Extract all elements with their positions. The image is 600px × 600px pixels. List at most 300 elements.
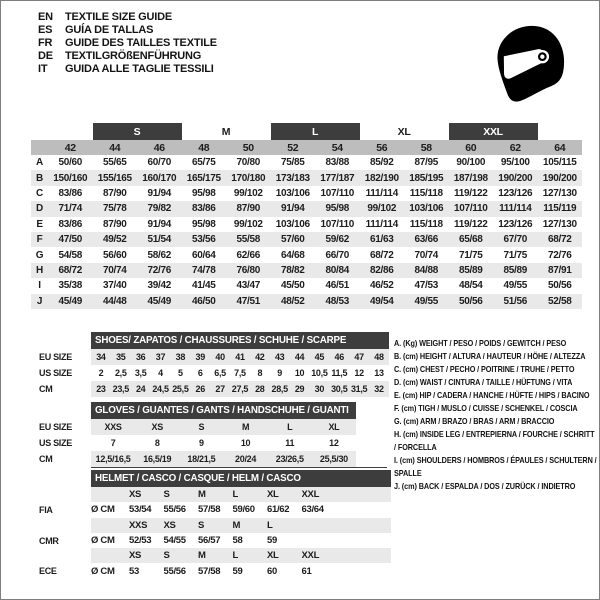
value-cell: 16,5/19 [135, 451, 179, 467]
measurement-cell: 68/72 [58, 264, 83, 276]
value-cell: 25,5/30 [312, 451, 356, 467]
measurement-cell: 49/55 [503, 280, 528, 292]
value-cell: L [233, 548, 268, 563]
value-cell: XL [312, 419, 356, 435]
measurement-cell: 83/86 [191, 203, 216, 215]
measurement-cell: 57/60 [281, 234, 305, 246]
shoes-table-body [39, 332, 389, 397]
legend-item: J. (cm) BACK / ESPALDA / DOS / ZURÜCK / INDIETRO [394, 481, 576, 491]
value-cell: 31,5 [349, 381, 369, 397]
measurement-row [31, 186, 582, 201]
measurement-cell: 111/114 [365, 218, 398, 230]
measurement-cell: 95/98 [191, 187, 216, 199]
standard-label: CMR [39, 535, 59, 546]
value-cell: 10 [294, 368, 305, 378]
filler-cell [336, 548, 391, 563]
measurement-cell: 72/76 [147, 264, 172, 276]
measurement-cell: 99/102 [233, 187, 263, 199]
legend-item: B. (cm) HEIGHT / ALTURA / HAUTEUR / HÖHE / ALTEZZA [394, 351, 586, 361]
legend-item: E. (cm) HIP / CADERA / HANCHE / HÜFTE / HIPS / BACINO [394, 390, 590, 400]
value-cell: 25,5 [170, 381, 190, 397]
measurement-cell: 68/72 [548, 234, 572, 246]
value-cell: L [268, 419, 312, 435]
size-number-cell: 52 [287, 141, 299, 154]
value-cell: 42 [250, 349, 270, 365]
measurement-cell: 87/90 [102, 218, 127, 230]
value-cell [302, 518, 337, 533]
shoes-table-row [39, 349, 389, 365]
gloves-table-row [39, 419, 356, 435]
unit-cell [91, 548, 129, 563]
measurement-cell: 39/42 [147, 280, 172, 292]
size-number-cell: 58 [420, 141, 432, 154]
value-cell: XXL [302, 487, 337, 502]
value-cell: 2 [98, 368, 104, 378]
measurement-row [31, 263, 582, 278]
value-cell: 10 [240, 438, 251, 448]
value-cell: 18/21,5 [179, 451, 223, 467]
measurement-cell: 47/50 [58, 234, 83, 246]
measurement-letter: B [36, 172, 43, 184]
value-cell: 39 [190, 349, 210, 365]
standard-label: FIA [39, 504, 53, 515]
value-cell: 60 [267, 565, 277, 577]
size-number-cell: 56 [376, 141, 388, 154]
size-group-xl: XL [397, 125, 411, 138]
value-cell: 37 [151, 349, 171, 365]
measurement-cell: 91/94 [281, 203, 305, 215]
measurement-cell: 59/62 [325, 234, 350, 246]
language-row [38, 36, 217, 49]
main-size-table [31, 123, 582, 309]
value-cell: XXS [129, 518, 164, 533]
measurement-cell: 150/160 [53, 172, 88, 184]
row-label: EU SIZE [39, 422, 72, 432]
measurement-cell: 123/126 [498, 218, 533, 230]
size-number-cell: 54 [331, 141, 343, 154]
helmet-table-row [39, 533, 391, 548]
measurement-cell: 85/89 [503, 264, 528, 276]
measurement-cell: 187/198 [453, 172, 488, 184]
value-cell: 61 [301, 565, 312, 577]
measurement-row [31, 247, 582, 262]
measurement-cell: 37/40 [102, 280, 127, 292]
standard-label: ECE [39, 566, 57, 577]
measurement-cell: 99/102 [367, 203, 397, 215]
value-cell: 59 [232, 565, 243, 577]
measurement-cell: 64/68 [281, 249, 305, 261]
measurement-cell: 70/74 [414, 249, 439, 261]
measurement-cell: 75/78 [102, 203, 127, 215]
measurement-cell: 95/98 [325, 203, 350, 215]
shoes-table-title: SHOES/ ZAPATOS / CHAUSSURES / SCHUHE / SCARPE [91, 332, 389, 349]
gloves-table-title-row [39, 402, 356, 419]
size-number-cell: 48 [198, 141, 210, 154]
legend-item: I. (cm) SHOULDERS / HOMBROS / ÉPAULES / SCHULTERN / SPALLE [394, 455, 597, 478]
size-group-row [31, 123, 582, 140]
value-cell: 23/26,5 [268, 451, 312, 467]
value-cell: 27,5 [230, 381, 250, 397]
shoes-table-row [39, 381, 389, 397]
filler-cell [336, 563, 391, 578]
measurement-cell: 111/114 [499, 203, 532, 215]
value-cell: 54/55 [163, 535, 186, 547]
value-cell: 12 [329, 438, 339, 448]
value-cell: 61/62 [267, 504, 290, 516]
shoes-table-title-row [39, 332, 389, 349]
value-cell: 30 [309, 381, 329, 397]
measurement-letter: D [36, 203, 43, 215]
value-cell: XS [164, 518, 199, 533]
measurement-letter: J [36, 295, 43, 307]
unit-cell: Ø CM [91, 504, 115, 516]
title-spacer [39, 402, 91, 419]
measurement-cell: 41/45 [191, 280, 216, 292]
value-cell: XS [135, 419, 179, 435]
measurement-cell: 70/74 [102, 264, 127, 276]
legend-item: C. (cm) CHEST / PECHO / POITRINE / TRUHE / PETTO [394, 364, 575, 374]
value-cell: 35 [111, 349, 131, 365]
measurement-cell: 54/58 [58, 249, 83, 261]
size-number-row [31, 140, 582, 155]
measurement-cell: 74/78 [191, 264, 216, 276]
value-cell: 26 [190, 381, 210, 397]
measurement-cell: 107/110 [320, 187, 355, 199]
measurement-cell: 91/94 [147, 187, 172, 199]
standard-label [39, 518, 91, 533]
legend-item: H. (cm) INSIDE LEG / ENTREPIERNA / FOURCHE / SCHRITT / FORCELLA [394, 429, 595, 452]
measurement-cell: 82/86 [370, 264, 394, 276]
helmet-table-title: HELMET / CASCO / CASQUE / HELM / CASCO [91, 470, 391, 487]
measurement-cell: 48/52 [281, 295, 305, 307]
measurement-cell: 76/80 [236, 264, 261, 276]
value-cell: 34 [91, 349, 111, 365]
value-cell: XL [267, 548, 302, 563]
value-cell: 28,5 [270, 381, 290, 397]
value-cell: 32 [369, 381, 389, 397]
language-code: IT [38, 63, 48, 76]
measurement-cell: 115/118 [409, 218, 443, 230]
measurement-cell: 48/53 [325, 295, 350, 307]
measurement-cell: 103/106 [409, 203, 444, 215]
size-group-spacer [538, 123, 583, 140]
value-cell: L [267, 518, 302, 533]
size-number-cell: 46 [153, 141, 165, 154]
value-cell: 40 [210, 349, 230, 365]
measurement-cell: 68/72 [370, 249, 394, 261]
measurement-cell: 51/54 [147, 234, 172, 246]
measurement-cell: 63/66 [414, 234, 439, 246]
value-cell: 10,5 [311, 368, 328, 378]
measurement-row [31, 155, 582, 170]
value-cell: 27 [210, 381, 230, 397]
language-code: FR [38, 36, 53, 49]
measurement-cell: 85/89 [459, 264, 483, 276]
filler-cell [336, 502, 391, 517]
value-cell: 24,5 [151, 381, 171, 397]
value-cell: 24 [131, 381, 151, 397]
measurement-row [31, 294, 582, 309]
value-cell: 6,5 [214, 368, 226, 378]
measurement-cell: 107/110 [320, 218, 355, 230]
measurement-cell: 70/80 [236, 157, 261, 169]
value-cell: 11,5 [331, 368, 348, 378]
measurement-cell: 65/75 [191, 157, 216, 169]
value-cell: 58 [232, 535, 243, 547]
unit-cell [91, 518, 129, 533]
language-title: TEXTILGRÖßENFÜHRUNG [65, 50, 202, 63]
helmet-table-row [39, 518, 391, 533]
measurement-cell: 91/94 [147, 218, 172, 230]
language-row [38, 23, 217, 36]
value-cell: 38 [170, 349, 190, 365]
language-row [38, 50, 217, 63]
value-cell: 20/24 [223, 451, 267, 467]
size-number-cell: 42 [64, 141, 76, 154]
measurement-cell: 87/90 [236, 203, 261, 215]
value-cell: 29 [290, 381, 310, 397]
measurement-cell: 87/95 [414, 157, 439, 169]
value-cell: M [198, 548, 233, 563]
value-cell: 2,5 [114, 368, 127, 378]
helmet-table [39, 470, 391, 579]
unit-cell: Ø CM [91, 565, 115, 577]
measurement-cell: 83/88 [325, 157, 350, 169]
measurement-cell: 45/49 [147, 295, 172, 307]
measurement-cell: 177/187 [320, 172, 355, 184]
measurement-cell: 160/170 [142, 172, 177, 184]
value-cell: S [198, 518, 233, 533]
value-cell: M [233, 518, 268, 533]
measurement-cell: 65/68 [459, 234, 483, 246]
shoes-table [39, 332, 389, 397]
legend-item: D. (cm) WAIST / CINTURA / TAILLE / HÜFTUNG / VITA [394, 377, 573, 387]
size-group-s: S [93, 123, 182, 140]
value-cell: M [223, 419, 267, 435]
measurement-cell: 48/54 [459, 280, 483, 292]
measurement-cell: 58/62 [147, 249, 172, 261]
row-label: EU SIZE [39, 352, 72, 362]
measurement-cell: 78/82 [281, 264, 305, 276]
measurement-row [31, 217, 582, 232]
filler-cell [336, 487, 391, 502]
measurement-cell: 71/74 [58, 203, 83, 215]
measurement-cell: 49/52 [102, 234, 127, 246]
measurement-cell: 123/126 [498, 187, 533, 199]
helmet-table-body [39, 470, 391, 579]
value-cell: 12 [354, 368, 364, 378]
measurement-cell: 190/200 [542, 172, 577, 184]
unit-cell [91, 487, 129, 502]
value-cell: 11 [285, 438, 295, 448]
value-cell: 36 [131, 349, 151, 365]
measurement-letter: G [35, 249, 44, 261]
value-cell: S [179, 419, 223, 435]
value-cell: 55/56 [163, 565, 186, 577]
measurement-cell: 103/106 [275, 218, 310, 230]
measurement-cell: 105/115 [543, 157, 577, 169]
measurement-cell: 71/75 [459, 249, 483, 261]
legend-item: A. (Kg) WEIGHT / PESO / POIDS / GEWITCH / PESO [394, 338, 567, 348]
measurement-cell: 127/130 [542, 218, 577, 230]
measurement-cell: 119/122 [454, 187, 488, 199]
value-cell: 30,5 [329, 381, 349, 397]
row-label: US SIZE [39, 438, 72, 448]
value-cell: XS [129, 487, 164, 502]
value-cell: 23,5 [111, 381, 131, 397]
shoes-table-row [39, 365, 389, 381]
value-cell: 63/64 [301, 504, 324, 516]
value-cell: 55/56 [163, 504, 186, 516]
measurement-cell: 45/50 [281, 280, 305, 292]
racing-helmet-icon [487, 17, 569, 107]
standard-label [39, 548, 91, 563]
value-cell: 57/58 [198, 504, 221, 516]
measurement-row [31, 170, 582, 185]
measurement-cell: 90/100 [456, 157, 486, 169]
gloves-table-row [39, 451, 356, 467]
legend-item: F. (cm) TIGH / MUSLO / CUISSE / SCHENKEL / COSCIA [394, 403, 578, 413]
language-code: DE [38, 50, 53, 63]
measurement-cell: 43/47 [236, 280, 261, 292]
measurement-letter: F [36, 234, 43, 246]
measurement-cell: 60/64 [191, 249, 216, 261]
size-number-cell: 64 [554, 141, 566, 154]
measurement-legend [394, 337, 597, 493]
value-cell: M [198, 487, 233, 502]
value-cell: 48 [369, 349, 389, 365]
measurement-cell: 75/85 [281, 157, 305, 169]
measurement-cell: 47/53 [414, 280, 439, 292]
measurement-cell: 79/82 [147, 203, 172, 215]
value-cell: S [164, 548, 199, 563]
size-number-cell: 44 [109, 141, 121, 154]
value-cell: 12,5/16,5 [91, 451, 135, 467]
measurement-cell: 83/86 [58, 218, 83, 230]
helmet-table-row [39, 487, 391, 502]
value-cell: 5 [178, 368, 183, 378]
measurement-cell: 50/60 [58, 157, 83, 169]
measurement-cell: 47/51 [236, 295, 261, 307]
measurement-cell: 67/70 [503, 234, 528, 246]
gloves-table-title: GLOVES / GUANTES / GANTS / HANDSCHUHE / GUANTI [91, 402, 356, 419]
main-size-table-body [31, 123, 582, 309]
size-group-l: L [271, 123, 360, 140]
value-cell: 7 [110, 438, 116, 448]
value-cell: S [164, 487, 199, 502]
size-group-xxl: XXL [449, 123, 538, 140]
value-cell: 46 [329, 349, 349, 365]
measurement-letter: C [36, 187, 43, 199]
measurement-cell: 182/190 [364, 172, 399, 184]
measurement-row [31, 201, 582, 216]
measurement-cell: 51/56 [503, 295, 528, 307]
size-number-cell: 50 [242, 141, 254, 154]
language-row [38, 10, 217, 23]
measurement-cell: 50/56 [548, 280, 572, 292]
measurement-letter: H [36, 264, 43, 276]
gloves-table-divider [91, 467, 387, 468]
value-cell: 6 [197, 368, 203, 378]
measurement-cell: 95/98 [191, 218, 216, 230]
measurement-cell: 50/56 [459, 295, 483, 307]
helmet-table-title-row [39, 470, 391, 487]
measurement-cell: 72/76 [548, 249, 572, 261]
measurement-cell: 83/86 [58, 187, 83, 199]
value-cell: XS [129, 548, 164, 563]
measurement-cell: 45/49 [58, 295, 83, 307]
title-spacer [39, 470, 91, 487]
value-cell: 41 [230, 349, 250, 365]
measurement-cell: 80/84 [325, 264, 350, 276]
language-title: GUIDE DES TAILLES TEXTILE [65, 36, 217, 49]
value-cell: 43 [270, 349, 290, 365]
measurement-cell: 60/70 [147, 157, 172, 169]
size-number-cell: 62 [509, 141, 521, 154]
measurement-cell: 46/52 [370, 280, 394, 292]
size-number-cell: 60 [465, 141, 477, 154]
letter-spacer [31, 140, 48, 155]
language-code: EN [38, 10, 53, 23]
language-title-list [38, 10, 217, 76]
language-row [38, 63, 217, 76]
value-cell: 23 [91, 381, 111, 397]
measurement-cell: 84/88 [414, 264, 439, 276]
measurement-cell: 35/38 [58, 280, 83, 292]
measurement-cell: 111/114 [365, 187, 398, 199]
language-title: GUIDA ALLE TAGLIE TESSILI [65, 63, 214, 76]
measurement-cell: 190/200 [498, 172, 533, 184]
row-label: CM [39, 384, 53, 394]
unit-cell: Ø CM [91, 535, 115, 547]
measurement-cell: 115/118 [409, 187, 443, 199]
row-label: US SIZE [39, 368, 72, 378]
language-code: ES [38, 23, 53, 36]
measurement-letter: E [36, 218, 43, 230]
size-group-m: M [221, 125, 231, 138]
value-cell: XXS [91, 419, 135, 435]
gloves-table-row [39, 435, 356, 451]
value-cell: 59/60 [232, 504, 255, 516]
gloves-table-body [39, 402, 356, 467]
value-cell: L [233, 487, 268, 502]
size-group-spacer [31, 123, 93, 140]
helmet-table-row [39, 563, 391, 578]
measurement-cell: 55/58 [236, 234, 261, 246]
value-cell: 4 [158, 368, 163, 378]
value-cell: 9 [199, 438, 204, 448]
value-cell: 28 [250, 381, 270, 397]
measurement-cell: 56/60 [102, 249, 127, 261]
value-cell: 53/54 [129, 504, 152, 516]
measurement-cell: 99/102 [233, 218, 263, 230]
measurement-cell: 170/180 [231, 172, 266, 184]
measurement-cell: 85/92 [370, 157, 394, 169]
measurement-cell: 95/100 [500, 157, 530, 169]
measurement-cell: 119/122 [454, 218, 488, 230]
value-cell: 45 [309, 349, 329, 365]
measurement-cell: 52/58 [548, 295, 572, 307]
measurement-cell: 173/183 [275, 172, 310, 184]
measurement-letter: A [36, 157, 43, 169]
value-cell: 7,5 [234, 368, 246, 378]
measurement-cell: 55/65 [102, 157, 127, 169]
measurement-cell: 107/110 [454, 203, 488, 215]
measurement-cell: 49/55 [414, 295, 439, 307]
filler-cell [336, 533, 391, 548]
measurement-cell: 165/175 [186, 172, 221, 184]
measurement-cell: 87/90 [102, 187, 127, 199]
